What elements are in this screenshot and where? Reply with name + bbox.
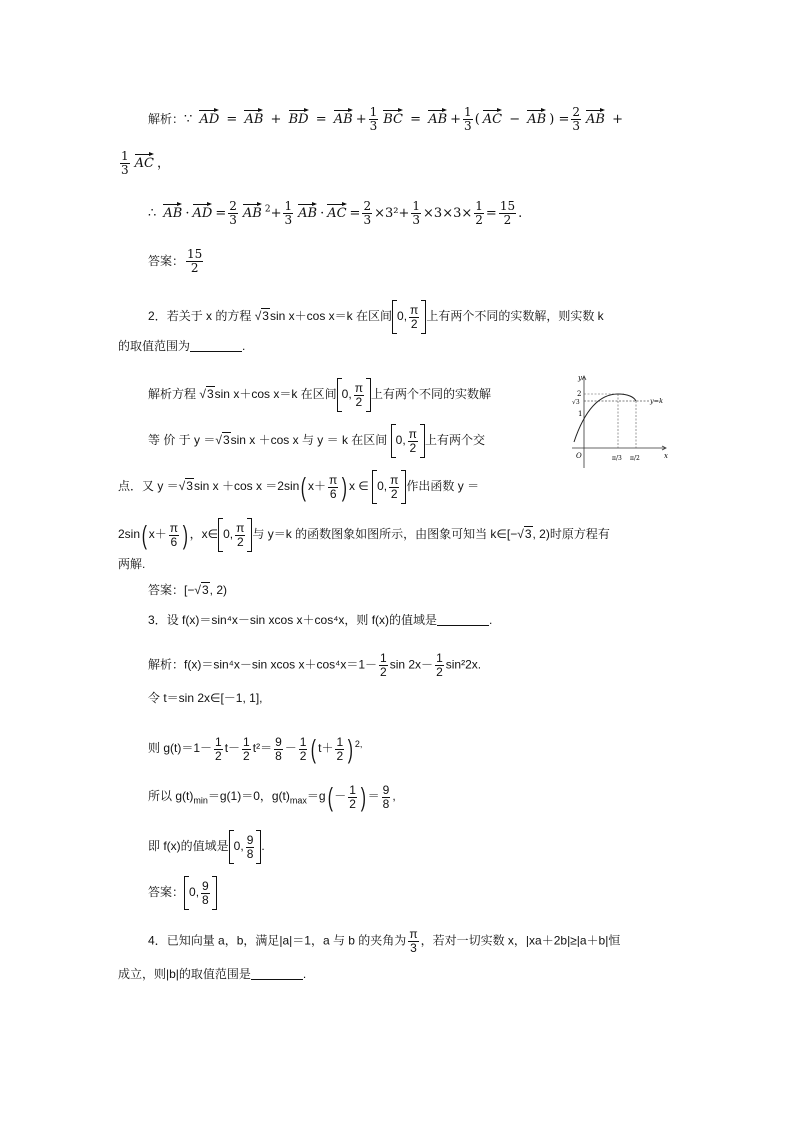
vector-AB: AB — [428, 108, 447, 128]
sine-graph-figure — [562, 372, 670, 472]
fraction: $\frac{1}{3}$ — [369, 105, 378, 133]
vector-AC: AC — [327, 202, 346, 222]
fraction: $\frac{\pi}{2}$ — [410, 302, 419, 331]
vector-AC: AC — [483, 108, 502, 128]
vector-AB: AB — [334, 108, 353, 128]
fraction: $\frac{2}{3}$ — [572, 105, 581, 133]
vector-AB: AB — [527, 108, 546, 128]
q2-solution-line4: 2sin( x＋ $\frac{\pi}{6}$ ) ，x∈ 0, $\frac{\pi}{2}$ 与 y＝k 的函数图象如图所示，由图象可知当 k∈[−√3, 2)时原方程有 — [118, 520, 610, 550]
fraction: $\frac{1}{2}$ — [475, 199, 483, 227]
vector-AD: AD — [199, 108, 219, 128]
y-axis-label: y — [578, 374, 582, 382]
fraction: $\frac{2}{3}$ — [229, 199, 237, 227]
tick-2: 2 — [577, 390, 582, 398]
vector-BD: BD — [289, 108, 309, 128]
tick-pi-over-3: π/3 — [612, 455, 622, 462]
tick-sqrt3: √3 — [572, 399, 580, 406]
q2-line2: 的取值范围为 . — [118, 339, 246, 353]
answer-blank — [437, 625, 489, 626]
p1-solution-line1: 解析：∵ AD = AB + BD = AB + $\frac{1}{3}$ BC = AB + $\frac{1}{3}$ ( AC − AB ) = $\frac{2}{3}$ AB + — [148, 105, 624, 133]
q4-line1: 4．已知向量 a，b，满足|a|＝1，a 与 b 的夹角为 $\frac{\pi}{3}$ ，若对一切实数 x，|xa＋2b|≥|a＋b|恒 — [148, 927, 621, 955]
q2-solution-line1: 解析方程 √3sin x＋cos x＝k 在区间 0, $\frac{\pi}{2}$ 上有两个不同的实数解 — [148, 378, 491, 412]
vector-BC: BC — [383, 108, 403, 128]
fraction: $\frac{1}{3}$ — [464, 105, 472, 133]
vector-AD: AD — [193, 202, 213, 222]
vector-AC: AC — [135, 152, 154, 172]
x-axis-label: x — [664, 452, 668, 460]
vector-AB: AB — [243, 202, 262, 222]
fraction: $\frac{15}{2}$ — [499, 199, 516, 227]
origin-label: O — [576, 452, 582, 460]
q3-solution-line5: 即 f(x)的值域是 0, $\frac{9}{8}$ . — [148, 830, 265, 864]
tick-pi-over-2: π/2 — [630, 455, 640, 462]
tick-1: 1 — [578, 410, 583, 418]
q3-line1: 3．设 f(x)＝sin⁴x－sin xcos x＋cos⁴x，则 f(x)的值域是 . — [148, 613, 493, 627]
fraction: $\frac{1}{3}$ — [412, 199, 421, 227]
x-axis — [572, 446, 666, 450]
q3-solution-line3: 则 g(t)＝1－ $\frac{1}{2}$ t－ $\frac{1}{2}$ t²＝ $\frac{9}{8}$ － $\frac{1}{2}$ ( t＋ $\frac{1}{2}$ ) $^{2,}$ — [148, 734, 363, 764]
fraction: $\frac{15}{2}$ — [187, 247, 203, 275]
p1-solution-line3: ∴ AB · AD = $\frac{2}{3}$ AB $^2$+ $\frac{1}{3}$ AB · AC = $\frac{2}{3}$ ×3²+ $\frac{1}{3}$ ×3×3× $\frac{1}{2}$ = $\frac{15}{2}$ . — [148, 199, 523, 227]
q2-line1: 2．若关于 x 的方程 √3sin x＋cos x＝k 在区间 0, $\frac{\pi}{2}$ 上有两个不同的实数解，则实数 k — [148, 300, 604, 334]
p1-solution-line2: $\frac{1}{3}$ AC ， — [121, 149, 170, 177]
q2-answer: 答案：[−√3, 2) — [148, 583, 227, 597]
q3-solution-line2: 令 t＝sin 2x∈[－1, 1], — [148, 691, 263, 705]
line-label-y-k: y=k — [650, 397, 664, 405]
fraction: $\frac{1}{3}$ — [121, 149, 129, 177]
vector-AB: AB — [298, 202, 317, 222]
fraction: $\frac{1}{3}$ — [284, 199, 293, 227]
vector-AB: AB — [586, 108, 605, 128]
q3-solution-line4: 所以 $g(t)_{min}=g(1)=0$，$g(t)_{max}=g$( － $\frac{1}{2}$ ) ＝ $\frac{9}{8}$ , — [148, 782, 396, 812]
vector-AB: AB — [163, 202, 182, 222]
q2-solution-line3: 点．又 y ＝√3sin x ＋cos x ＝2sin( x＋ $\frac{\pi}{6}$ ) x ∈ 0, $\frac{\pi}{2}$ 作出函数 y ＝ — [118, 472, 480, 502]
q4-line2: 成立，则|b|的取值范围是 . — [118, 967, 307, 981]
q3-solution-line1: 解析：f(x)＝sin⁴x－sin xcos x＋cos⁴x＝1－ $\frac{1}{2}$ sin 2x－ $\frac{1}{2}$ sin²2x. — [148, 651, 482, 679]
vector-AB: AB — [244, 108, 263, 128]
p1-answer: 答案： $\frac{15}{2}$ — [148, 247, 203, 275]
answer-blank — [251, 979, 303, 980]
q2-solution-line5: 两解. — [118, 557, 146, 571]
answer-blank — [190, 351, 242, 352]
q2-solution-line2: 等 价 于 y ＝√3sin x ＋cos x 与 y ＝ k 在区间 0, $\frac{\pi}{2}$ 上有两个交 — [148, 424, 485, 458]
q3-answer: 答案： 0, $\frac{9}{8}$ — [148, 876, 217, 910]
fraction: $\frac{2}{3}$ — [363, 199, 372, 227]
